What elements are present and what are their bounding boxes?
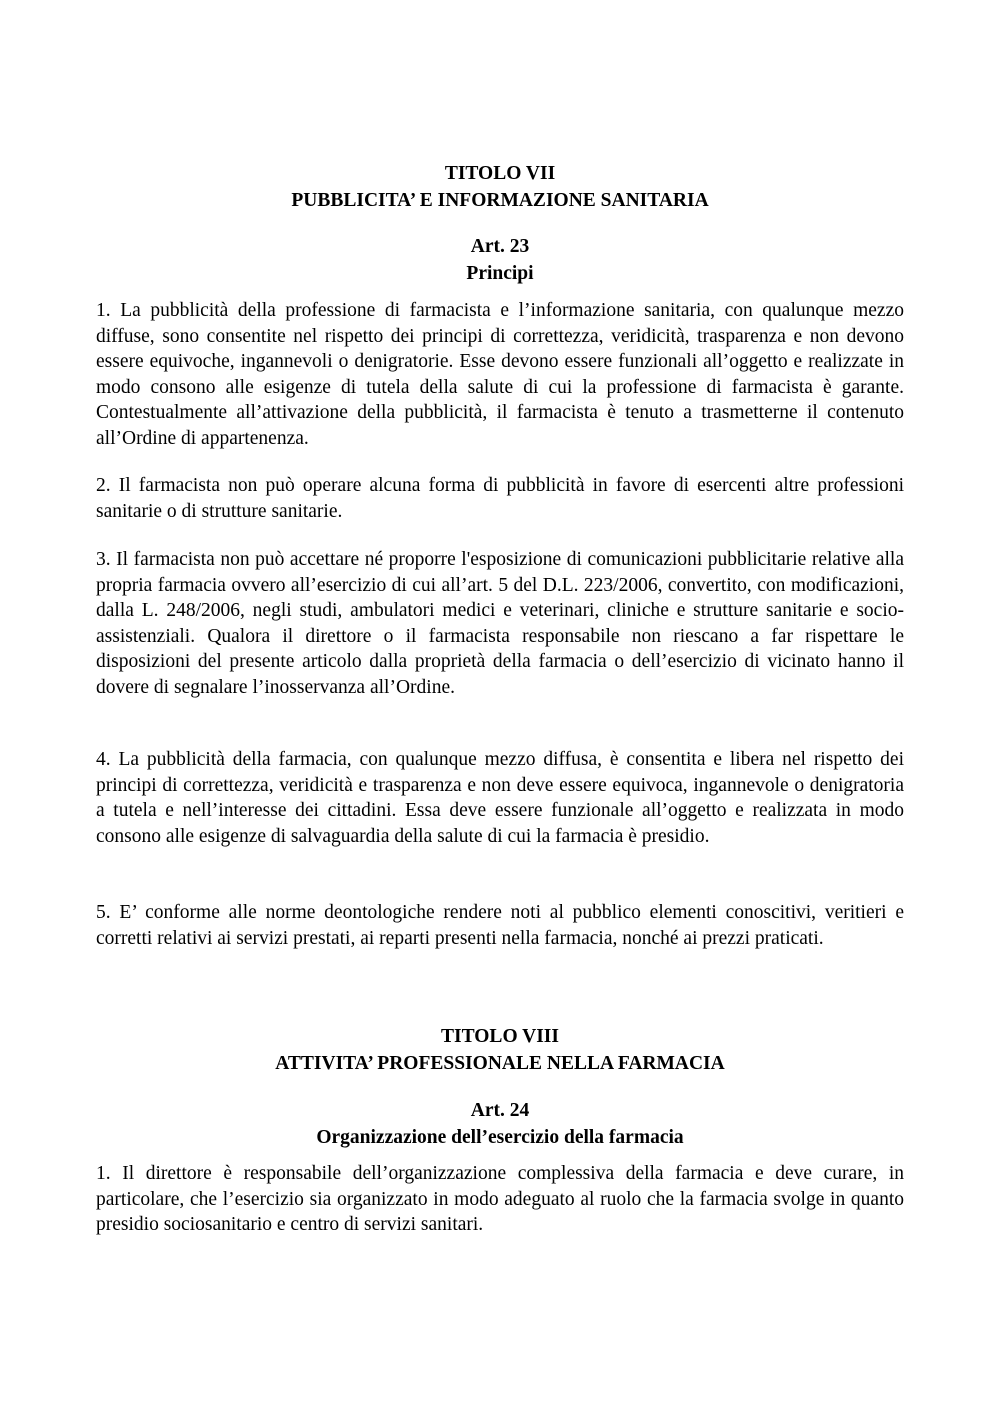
art-23-paragraph-2: 2. Il farmacista non può operare alcuna forma di pubblicità in favore di esercenti altre professioni sanitarie o di strutture sanitarie. [96,475,904,522]
art-23-paragraph-5: 5. E’ conforme alle norme deontologiche rendere noti al pubblico elementi conoscitivi, veritieri e corretti relativi ai servizi prestati, ai reparti presenti nella farmacia, nonché ai prezzi praticati. [96,902,904,949]
art-24-header [96,1097,904,1151]
titolo-viii-heading: TITOLO VIII [441,1026,559,1047]
titolo-viii-header [96,1023,904,1077]
art-24-paragraph-1: 1. Il direttore è responsabile dell’organizzazione complessiva della farmacia e deve curare, in particolare, che l’esercizio sia organizzato in modo adeguato al ruolo che la farmacia svolge in quanto presidio sociosanitario e centro di servizi sanitari. [96,1163,904,1236]
art-24-title: Organizzazione dell’esercizio della farmacia [316,1127,684,1148]
art-23-paragraph-4: 4. La pubblicità della farmacia, con qualunque mezzo diffusa, è consentita e libera nel rispetto dei principi di correttezza, veridicità e trasparenza e non deve essere equivoca, ingannevole o denigratoria a tutela e nell’interesse dei cittadini. Essa deve essere funzionale all’oggetto e realizzata in modo consono alle esigenze di salvaguardia della salute di cui la farmacia è presidio. [96,749,904,847]
art-23-paragraph-3: 3. Il farmacista non può accettare né proporre l'esposizione di comunicazioni pubblicitarie relative alla propria farmacia ovvero all’esercizio di cui all’art. 5 del D.L. 223/2006, convertito, con modificazioni, dalla L. 248/2006, negli studi, ambulatori medici e veterinari, cliniche e strutture sanitarie e socio-assistenziali. Qualora il direttore o il farmacista responsabile non riescano a far rispettare le disposizioni del presente articolo dalla proprietà della farmacia o dell’esercizio di vicinato hanno il dovere di segnalare l’inosservanza all’Ordine. [96,549,904,698]
art-23-title: Principi [466,263,534,284]
art-23-number: Art. 23 [470,236,530,257]
titolo-vii-subheading: PUBBLICITA’ E INFORMAZIONE SANITARIA [291,190,709,211]
titolo-vii-heading: TITOLO VII [444,163,556,184]
titolo-vii-header [96,160,904,214]
titolo-viii-subheading: ATTIVITA’ PROFESSIONALE NELLA FARMACIA [275,1053,725,1074]
art-24-number: Art. 24 [470,1100,530,1121]
art-23-header [96,233,904,287]
art-23-paragraph-1: 1. La pubblicità della professione di farmacista e l’informazione sanitaria, con qualunque mezzo diffuse, sono consentite nel rispetto dei principi di correttezza, veridicità, trasparenza e non devono essere equivoche, ingannevoli o denigratorie. Esse devono essere funzionali all’oggetto e realizzate in modo consono alle esigenze di tutela della salute di cui la professione di farmacista è garante. Contestualmente all’attivazione della pubblicità, il farmacista è tenuto a trasmetterne il contenuto all’Ordine di appartenenza. [96,300,904,449]
